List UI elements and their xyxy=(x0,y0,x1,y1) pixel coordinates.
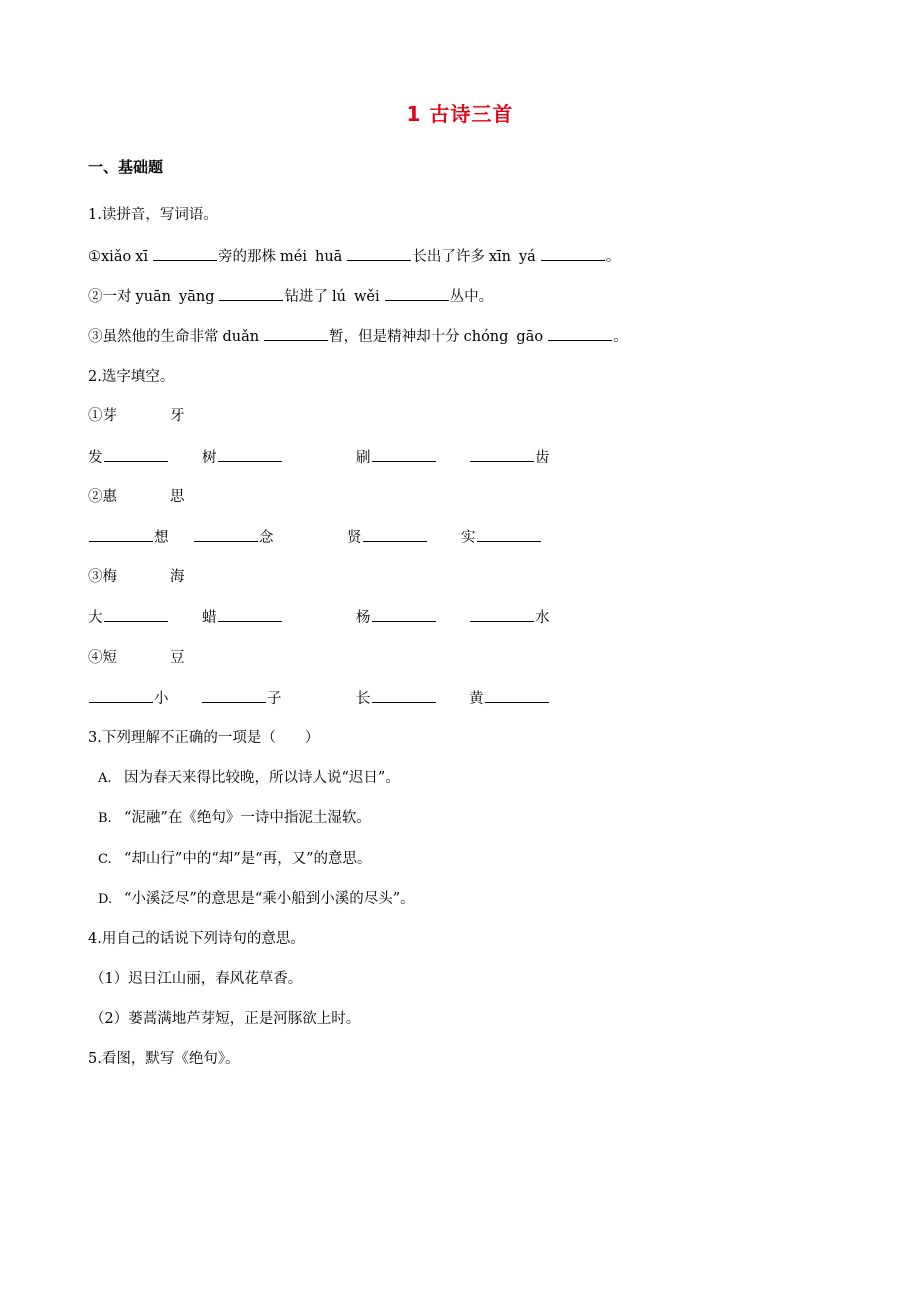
fill-item xyxy=(88,527,169,548)
choice-label: ④短 xyxy=(88,650,117,666)
fill-item xyxy=(356,447,437,468)
fill-item xyxy=(469,447,550,468)
q4-item-1: （1）迟日江山丽，春风花草香。 xyxy=(90,971,303,987)
char: 齿 xyxy=(535,450,550,466)
answer-blank[interactable] xyxy=(485,688,549,703)
text: 旁的那株 xyxy=(218,249,277,265)
char: 实 xyxy=(461,530,476,546)
fill-item xyxy=(88,447,169,468)
option-letter: D. xyxy=(98,892,113,907)
pinyin: huā xyxy=(315,249,343,265)
option-a[interactable] xyxy=(98,768,400,789)
choice-alt: 思 xyxy=(170,489,185,505)
pinyin: xī xyxy=(135,249,149,265)
option-b[interactable] xyxy=(98,808,371,829)
char: 子 xyxy=(267,691,282,707)
pinyin: wěi xyxy=(353,289,380,305)
answer-blank[interactable] xyxy=(202,688,266,703)
option-text: “泥融”在《绝句》一诗中指泥土湿软。 xyxy=(124,810,371,826)
text: 暂，但是精神却十分 xyxy=(329,329,460,345)
char: 小 xyxy=(154,691,169,707)
text: 。 xyxy=(605,249,621,265)
answer-blank[interactable] xyxy=(218,447,282,462)
choice-label: ①芽 xyxy=(88,408,117,424)
fill-item xyxy=(193,527,274,548)
text: 钻进了 xyxy=(284,289,328,305)
fill-item xyxy=(202,447,283,468)
option-text: “小溪泛尽”的意思是“乘小船到小溪的尽头”。 xyxy=(124,891,415,907)
q2-stem: 2.选字填空。 xyxy=(88,369,175,385)
pinyin: yá xyxy=(518,249,536,265)
option-c[interactable] xyxy=(98,849,371,870)
answer-blank[interactable] xyxy=(219,286,283,301)
q1-sentence-1 xyxy=(88,246,620,267)
answer-blank[interactable] xyxy=(89,527,153,542)
text: 虽然他的生命非常 xyxy=(102,329,219,345)
choice-label: ③梅 xyxy=(88,569,117,585)
choice-label: ②惠 xyxy=(88,489,117,505)
answer-blank[interactable] xyxy=(218,607,282,622)
option-text: “却山行”中的“却”是“再，又”的意思。 xyxy=(124,851,372,867)
q4-item-2: （2）蒌蒿满地芦芽短，正是河豚欲上时。 xyxy=(90,1011,361,1027)
char: 杨 xyxy=(356,610,371,626)
pinyin: xiǎo xyxy=(101,249,132,265)
option-text: 因为春天来得比较晚，所以诗人说“迟日”。 xyxy=(124,770,400,786)
char: 念 xyxy=(259,530,274,546)
answer-blank[interactable] xyxy=(363,527,427,542)
fill-item xyxy=(469,607,550,628)
pinyin: xīn xyxy=(488,249,511,265)
num: ① xyxy=(88,249,101,265)
char: 大 xyxy=(88,610,103,626)
text: 长出了许多 xyxy=(412,249,485,265)
char: 水 xyxy=(535,610,550,626)
char: 黄 xyxy=(469,691,484,707)
char: 发 xyxy=(88,450,103,466)
char: 长 xyxy=(356,691,371,707)
answer-blank[interactable] xyxy=(372,688,436,703)
option-letter: B. xyxy=(98,811,112,826)
answer-blank[interactable] xyxy=(264,326,328,341)
pinyin: duǎn xyxy=(222,329,260,345)
choice-alt: 海 xyxy=(170,569,185,585)
fill-item xyxy=(461,527,542,548)
answer-blank[interactable] xyxy=(470,607,534,622)
answer-blank[interactable] xyxy=(470,447,534,462)
option-letter: C. xyxy=(98,852,112,867)
option-letter: A. xyxy=(98,771,112,786)
choice-alt: 牙 xyxy=(170,408,185,424)
num: ② xyxy=(88,289,103,305)
option-d[interactable] xyxy=(98,889,415,910)
page-title: 1 古诗三首 xyxy=(406,102,514,126)
text: 丛中。 xyxy=(449,289,494,305)
answer-blank[interactable] xyxy=(372,447,436,462)
answer-blank[interactable] xyxy=(89,688,153,703)
pinyin: chóng xyxy=(463,329,509,345)
fill-item xyxy=(202,607,283,628)
fill-item xyxy=(201,688,282,709)
fill-item xyxy=(347,527,428,548)
pinyin: yāng xyxy=(179,289,215,305)
answer-blank[interactable] xyxy=(541,246,605,261)
q3-stem: 3.下列理解不正确的一项是（ ） xyxy=(88,730,320,746)
answer-blank[interactable] xyxy=(548,326,612,341)
answer-blank[interactable] xyxy=(385,286,449,301)
pinyin: méi xyxy=(280,249,307,265)
fill-item xyxy=(88,688,169,709)
char: 树 xyxy=(202,450,217,466)
answer-blank[interactable] xyxy=(194,527,258,542)
answer-blank[interactable] xyxy=(153,246,217,261)
q1-sentence-3 xyxy=(88,326,628,347)
fill-item xyxy=(88,607,169,628)
section-heading: 一、基础题 xyxy=(88,158,164,176)
pinyin: lú xyxy=(331,289,346,305)
text: 。 xyxy=(613,329,628,345)
choice-alt: 豆 xyxy=(170,650,185,666)
answer-blank[interactable] xyxy=(104,607,168,622)
q1-sentence-2 xyxy=(88,286,493,307)
fill-item xyxy=(356,607,437,628)
text: 一对 xyxy=(102,289,132,305)
answer-blank[interactable] xyxy=(104,447,168,462)
fill-item xyxy=(356,688,437,709)
char: 蜡 xyxy=(202,610,217,626)
fill-item xyxy=(469,688,550,709)
answer-blank[interactable] xyxy=(372,607,436,622)
pinyin: yuān xyxy=(135,289,172,305)
char: 想 xyxy=(154,530,169,546)
pinyin: gāo xyxy=(516,329,544,345)
num: ③ xyxy=(88,329,103,345)
q4-stem: 4.用自己的话说下列诗句的意思。 xyxy=(88,931,305,947)
char: 刷 xyxy=(356,450,371,466)
q1-stem: 1.读拼音，写词语。 xyxy=(88,207,218,223)
q5-stem: 5.看图，默写《绝句》。 xyxy=(88,1051,240,1067)
answer-blank[interactable] xyxy=(347,246,411,261)
answer-blank[interactable] xyxy=(477,527,541,542)
char: 贤 xyxy=(347,530,362,546)
